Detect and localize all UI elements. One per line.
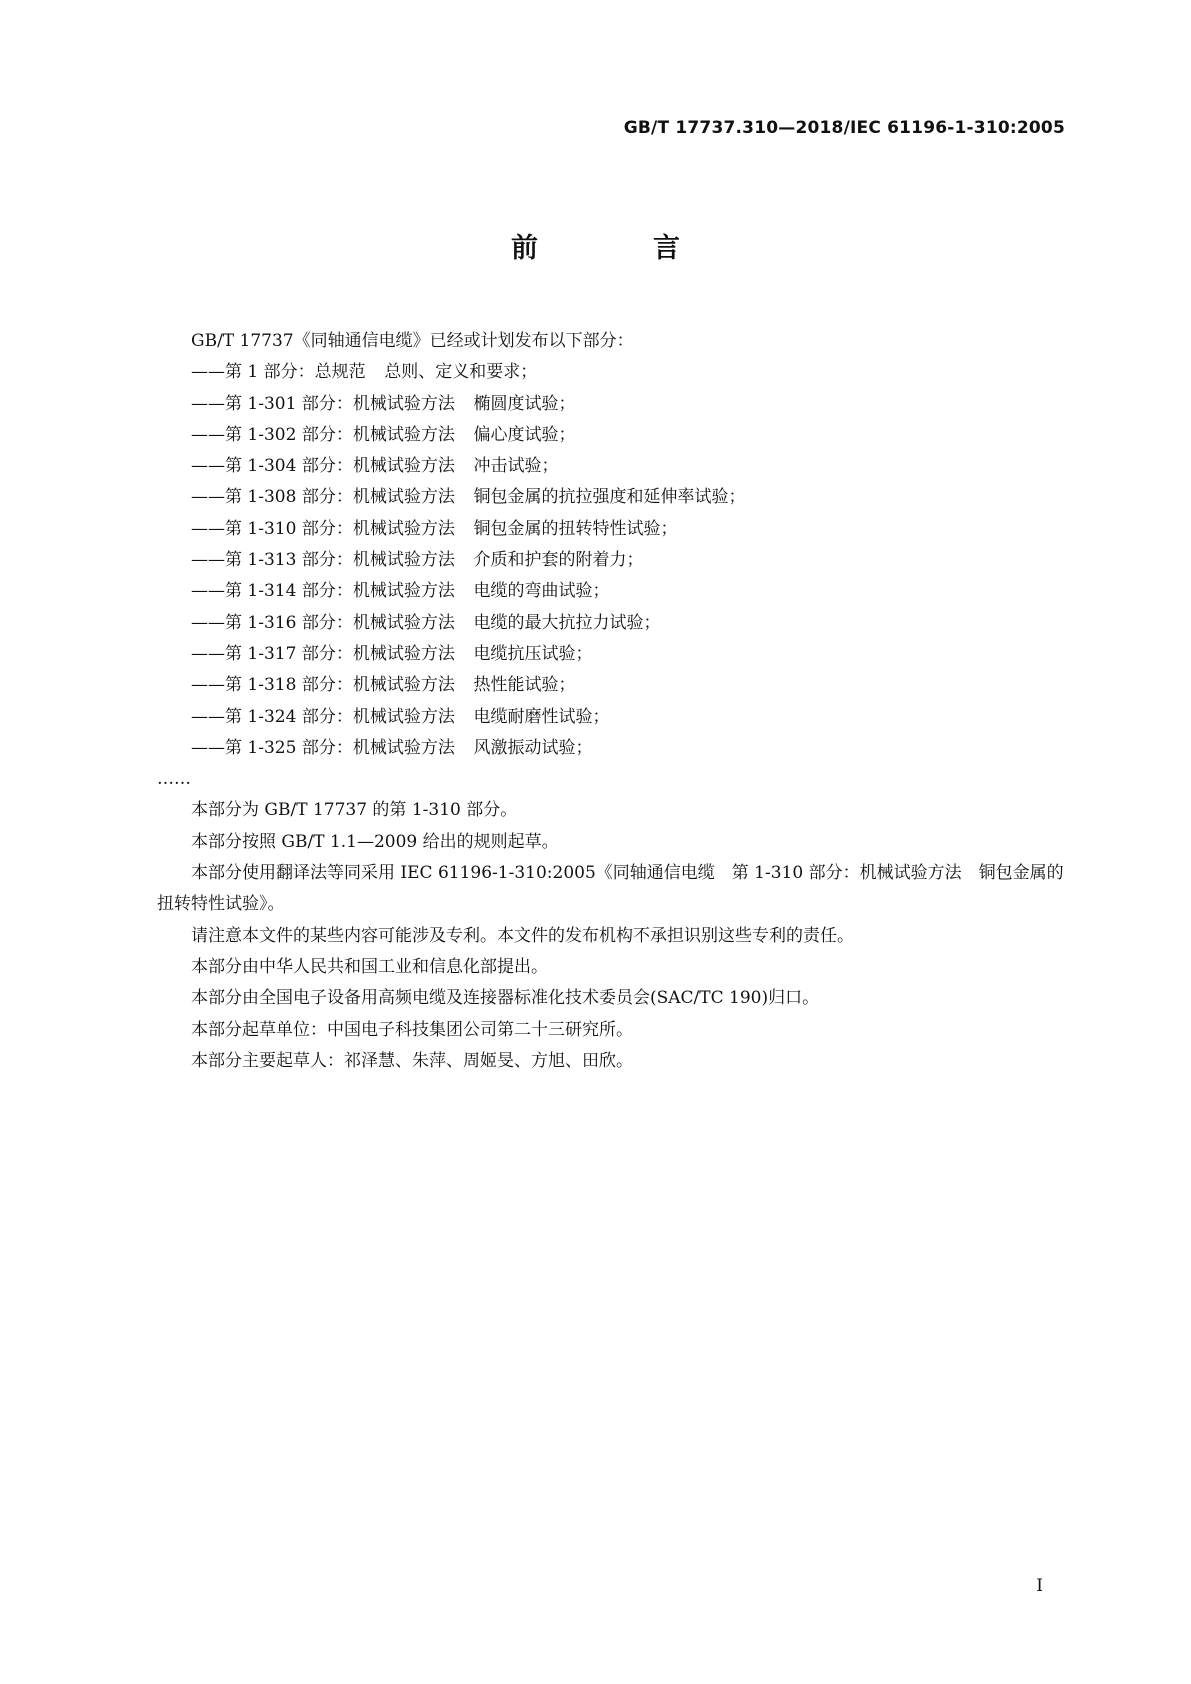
dash-marker: —— xyxy=(191,737,225,758)
part-label: 第 1-313 部分：机械试验方法 xyxy=(225,550,455,571)
paragraph-patent-notice: 请注意本文件的某些内容可能涉及专利。本文件的发布机构不承担识别这些专利的责任。 xyxy=(191,925,854,946)
list-item xyxy=(157,702,1065,733)
paragraph-drafting-rules: 本部分按照 GB/T 1.1—2009 给出的规则起草。 xyxy=(191,831,559,852)
list-item xyxy=(157,639,1065,670)
dash-marker: —— xyxy=(191,393,225,414)
list-item xyxy=(157,389,1065,420)
dash-marker: —— xyxy=(191,675,225,696)
list-item xyxy=(157,733,1065,764)
part-label: 第 1-308 部分：机械试验方法 xyxy=(225,487,455,508)
dash-marker: —— xyxy=(191,612,225,633)
foreword-body xyxy=(157,326,1065,1077)
part-name: 热性能试验； xyxy=(473,675,576,696)
part-label: 第 1-324 部分：机械试验方法 xyxy=(225,706,455,727)
paragraph-scope: 本部分为 GB/T 17737 的第 1-310 部分。 xyxy=(191,800,518,821)
dash-marker: —— xyxy=(191,362,225,383)
ellipsis: …… xyxy=(157,769,191,790)
part-label: 第 1-325 部分：机械试验方法 xyxy=(225,737,455,758)
standard-code-header: GB/T 17737.310—2018/IEC 61196-1-310:2005 xyxy=(623,118,1065,138)
dash-marker: —— xyxy=(191,706,225,727)
list-item xyxy=(157,451,1065,482)
part-label: 第 1-314 部分：机械试验方法 xyxy=(225,581,455,602)
list-item xyxy=(157,608,1065,639)
page-title: 前 言 xyxy=(511,233,724,264)
paragraph-drafting-unit: 本部分起草单位：中国电子科技集团公司第二十三研究所。 xyxy=(191,1019,633,1040)
intro-paragraph: GB/T 17737《同轴通信电缆》已经或计划发布以下部分： xyxy=(191,331,634,351)
part-name: 冲击试验； xyxy=(473,456,559,477)
part-name: 总则、定义和要求； xyxy=(384,362,538,383)
part-name: 风激振动试验； xyxy=(473,737,593,758)
part-label: 第 1-318 部分：机械试验方法 xyxy=(225,675,455,696)
part-label: 第 1-301 部分：机械试验方法 xyxy=(225,393,455,414)
page-number: I xyxy=(1036,1576,1043,1596)
part-name: 电缆耐磨性试验； xyxy=(473,706,610,727)
dash-marker: —— xyxy=(191,487,225,508)
list-item xyxy=(157,576,1065,607)
part-label: 第 1 部分：总规范 xyxy=(225,362,366,383)
part-name: 电缆的弯曲试验； xyxy=(473,581,610,602)
part-label: 第 1-316 部分：机械试验方法 xyxy=(225,612,455,633)
part-name: 铜包金属的扭转特性试验； xyxy=(473,518,678,539)
part-name: 铜包金属的抗拉强度和延伸率试验； xyxy=(473,487,746,508)
dash-marker: —— xyxy=(191,581,225,602)
list-item xyxy=(157,514,1065,545)
dash-marker: —— xyxy=(191,518,225,539)
part-name: 介质和护套的附着力； xyxy=(473,550,644,571)
part-name: 椭圆度试验； xyxy=(473,393,576,414)
list-item xyxy=(157,482,1065,513)
list-item xyxy=(157,545,1065,576)
part-name: 电缆的最大抗拉力试验； xyxy=(473,612,661,633)
paragraph-adoption: 本部分使用翻译法等同采用 IEC 61196-1-310:2005《同轴通信电缆 第 1-310 部分：机械试验方法 铜包金属的扭转特性试验》。 xyxy=(157,863,1064,915)
paragraph-drafters: 本部分主要起草人：祁泽慧、朱萍、周姬旻、方旭、田欣。 xyxy=(191,1050,633,1071)
part-label: 第 1-304 部分：机械试验方法 xyxy=(225,456,455,477)
dash-marker: —— xyxy=(191,424,225,445)
dash-marker: —— xyxy=(191,550,225,571)
dash-marker: —— xyxy=(191,456,225,477)
parts-list xyxy=(157,357,1065,764)
paragraph-committee: 本部分由全国电子设备用高频电缆及连接器标准化技术委员会(SAC/TC 190)归口。 xyxy=(191,988,820,1009)
paragraph-proposer: 本部分由中华人民共和国工业和信息化部提出。 xyxy=(191,956,548,977)
part-name: 电缆抗压试验； xyxy=(473,643,593,664)
part-label: 第 1-317 部分：机械试验方法 xyxy=(225,643,455,664)
dash-marker: —— xyxy=(191,643,225,664)
list-item xyxy=(157,420,1065,451)
part-name: 偏心度试验； xyxy=(473,424,576,445)
list-item xyxy=(157,670,1065,701)
part-label: 第 1-302 部分：机械试验方法 xyxy=(225,424,455,445)
part-label: 第 1-310 部分：机械试验方法 xyxy=(225,518,455,539)
list-item xyxy=(157,357,1065,388)
